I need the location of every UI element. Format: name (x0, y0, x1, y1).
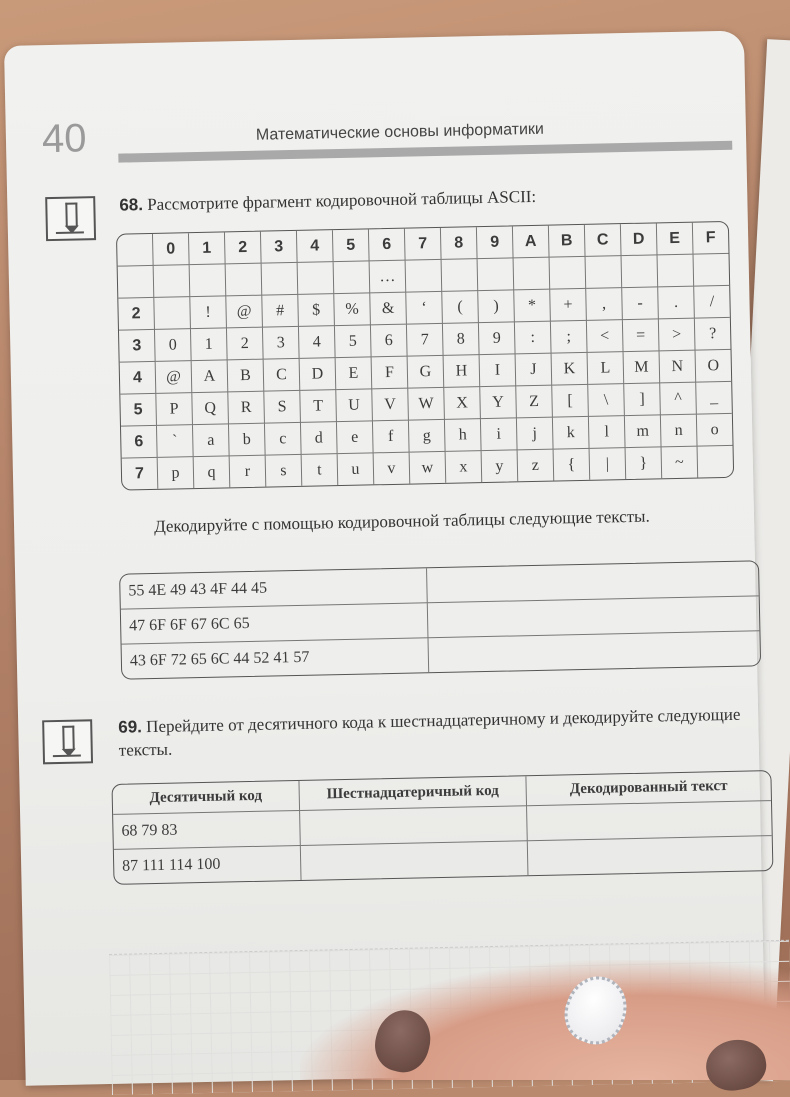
ascii-cell: P (156, 393, 193, 426)
ascii-cell (658, 255, 695, 288)
ascii-cell (190, 264, 227, 297)
ascii-cell: : (515, 322, 552, 355)
ascii-cell: e (337, 421, 374, 454)
ascii-cell: m (625, 415, 662, 448)
ascii-column-header: 0 (153, 233, 190, 266)
ascii-cell: ( (442, 291, 479, 324)
ascii-cell (622, 255, 659, 288)
ascii-cell: [ (552, 385, 589, 418)
ascii-cell: w (410, 452, 447, 484)
ascii-cell (334, 261, 371, 294)
column-header-decimal: Десятичный код (112, 781, 300, 815)
ascii-column-header: 8 (441, 227, 478, 260)
decoded-answer-cell[interactable] (528, 836, 773, 875)
ascii-cell: Z (516, 386, 553, 419)
ascii-cell: O (696, 350, 732, 383)
ascii-cell: * (514, 290, 551, 323)
ascii-cell (698, 446, 734, 478)
pencil-task-icon (42, 719, 93, 764)
ascii-column-header: 2 (225, 232, 262, 265)
header-rule (118, 141, 732, 163)
ascii-cell: W (408, 388, 445, 421)
ascii-cell: g (409, 420, 446, 453)
ascii-cell: } (626, 447, 663, 479)
ascii-cell: l (589, 416, 626, 449)
ascii-cell: A (192, 360, 229, 393)
ascii-cell: $ (298, 294, 335, 327)
ascii-cell: 0 (155, 329, 192, 362)
ascii-row-header: 5 (120, 394, 157, 427)
ascii-cell: t (302, 454, 339, 486)
ascii-column-header: 6 (369, 229, 406, 262)
ascii-cell: j (517, 418, 554, 451)
decimal-code-cell: 87 111 114 100 (114, 846, 302, 884)
ascii-cell: + (550, 289, 587, 322)
ascii-cell: ; (551, 321, 588, 354)
ascii-table (116, 221, 734, 491)
column-header-decoded: Декодированный текст (526, 771, 771, 806)
ascii-cell (298, 262, 335, 295)
hex-code-cell: 47 6F 6F 67 6C 65 (121, 603, 429, 644)
ascii-row-header: 7 (122, 458, 159, 490)
ascii-cell: K (552, 353, 589, 386)
decode-table-68 (119, 560, 761, 679)
ascii-cell: M (624, 351, 661, 384)
ascii-cell: V (372, 389, 409, 422)
ascii-column-header: F (693, 222, 729, 255)
ascii-cell: 9 (479, 322, 516, 355)
ascii-cell (226, 264, 263, 297)
page-number: 40 (41, 116, 87, 162)
task-68-instruction: Декодируйте с помощью кодировочной таблицы следующие тексты. (153, 506, 650, 536)
ascii-cell: @ (226, 296, 263, 329)
ascii-cell: G (408, 356, 445, 389)
ascii-cell: ? (695, 318, 731, 351)
ascii-cell: 1 (191, 328, 228, 361)
ascii-cell: p (158, 457, 195, 489)
ascii-cell: < (587, 320, 624, 353)
ascii-cell: / (694, 286, 730, 319)
ascii-column-header (117, 234, 154, 267)
ascii-cell: C (264, 359, 301, 392)
ascii-cell: = (623, 319, 660, 352)
task-68-prompt (119, 185, 536, 217)
ascii-cell: 2 (227, 328, 264, 361)
ascii-cell: & (370, 293, 407, 326)
ascii-cell: ~ (662, 447, 699, 479)
ascii-cell: q (194, 456, 231, 488)
ascii-cell: b (229, 424, 266, 457)
ascii-column-header: A (513, 226, 550, 259)
hex-code-cell: 43 6F 72 65 6C 44 52 41 57 (122, 638, 430, 678)
ascii-cell: N (660, 351, 697, 384)
ascii-cell: { (554, 449, 591, 481)
ascii-cell: ‘ (406, 292, 443, 325)
ascii-cell: 5 (335, 325, 372, 358)
ascii-cell: ! (190, 296, 227, 329)
ascii-cell: _ (696, 382, 732, 415)
decimal-code-cell: 68 79 83 (113, 811, 301, 850)
ascii-cell: , (586, 288, 623, 321)
ascii-cell: @ (156, 361, 193, 394)
ascii-column-header: 9 (477, 226, 514, 259)
ascii-row-header: 2 (118, 298, 155, 331)
ascii-cell: 8 (443, 323, 480, 356)
ascii-cell: ` (157, 425, 194, 458)
ascii-cell (694, 254, 730, 287)
task-68-text: Рассмотрите фрагмент кодировочной таблицы ASCII: (147, 186, 537, 215)
ascii-cell (154, 265, 191, 298)
task-69-prompt (118, 702, 759, 761)
ascii-cell: ) (478, 290, 515, 323)
ascii-cell: T (300, 390, 337, 423)
ascii-column-header: 1 (189, 232, 226, 265)
ascii-cell: R (228, 392, 265, 425)
ascii-cell: L (588, 352, 625, 385)
ascii-cell: h (445, 419, 482, 452)
ascii-cell: r (230, 456, 267, 488)
ascii-cell: J (516, 354, 553, 387)
ascii-cell: X (444, 387, 481, 420)
hex-answer-cell[interactable] (301, 841, 529, 880)
ascii-cell: v (374, 453, 411, 485)
ascii-cell: d (301, 422, 338, 455)
ascii-cell: I (480, 354, 517, 387)
ascii-cell: | (590, 448, 627, 480)
ascii-cell: E (336, 357, 373, 390)
ascii-cell: D (300, 358, 337, 391)
ascii-cell: . (658, 287, 695, 320)
task-69-table (111, 770, 773, 885)
ascii-cell: c (265, 423, 302, 456)
ascii-cell: y (482, 450, 519, 482)
ascii-cell: z (518, 450, 555, 482)
ascii-cell: \ (588, 384, 625, 417)
ascii-cell: 3 (263, 327, 300, 360)
ascii-cell: Y (480, 386, 517, 419)
ascii-cell: ] (624, 383, 661, 416)
ascii-cell: F (372, 357, 409, 390)
ascii-row-header: 4 (120, 362, 157, 395)
ascii-cell (514, 258, 551, 291)
ascii-cell (406, 260, 443, 293)
ascii-cell (442, 259, 479, 292)
task-69-text: Перейдите от десятичного кода к шестнадцатеричному и декодируйте следующие тексты. (118, 704, 741, 760)
ascii-cell: i (481, 418, 518, 451)
ascii-cell: k (553, 417, 590, 450)
ascii-cell: Q (192, 392, 229, 425)
ascii-cell: ^ (660, 383, 697, 416)
ascii-cell: x (446, 451, 483, 483)
ascii-cell: s (266, 455, 303, 487)
ascii-column-header: 3 (261, 231, 298, 264)
workbook-page (4, 31, 766, 1086)
ascii-cell: … (370, 261, 407, 294)
ascii-cell: a (193, 424, 230, 457)
ascii-cell: S (264, 391, 301, 424)
ascii-column-header: B (549, 225, 586, 258)
ascii-cell: > (659, 319, 696, 352)
ascii-column-header: 5 (333, 229, 370, 262)
ascii-cell (586, 256, 623, 289)
ascii-column-header: D (621, 223, 658, 256)
ascii-cell (550, 257, 587, 290)
ascii-cell: u (338, 453, 375, 485)
ascii-cell: B (228, 360, 265, 393)
ascii-cell: U (336, 389, 373, 422)
ascii-cell: H (444, 355, 481, 388)
ascii-cell: n (661, 415, 698, 448)
ascii-column-header: 7 (405, 228, 442, 261)
ascii-cell: 7 (407, 324, 444, 357)
pencil-task-icon (45, 196, 96, 241)
ascii-column-header: 4 (297, 230, 334, 263)
column-header-hex: Шестнадцатеричный код (299, 776, 527, 811)
task-68-number: 68. (119, 195, 144, 215)
decoded-answer-cell[interactable] (527, 801, 772, 841)
ascii-row-header: 3 (119, 330, 156, 363)
ascii-row-header: 6 (121, 426, 158, 459)
ascii-cell (262, 263, 299, 296)
ascii-cell (478, 258, 515, 291)
ascii-cell (154, 297, 191, 330)
ascii-cell: 4 (299, 326, 336, 359)
ascii-cell: % (334, 293, 371, 326)
answer-cell[interactable] (428, 631, 760, 672)
ascii-cell: - (622, 287, 659, 320)
ascii-cell: # (262, 295, 299, 328)
ascii-column-header: E (657, 223, 694, 256)
ascii-column-header: C (585, 224, 622, 257)
section-title: Математические основы информатики (255, 120, 545, 144)
task-69-number: 69. (118, 717, 143, 737)
ascii-row-header (118, 266, 155, 299)
hex-code-cell: 55 4E 49 43 4F 44 45 (120, 568, 428, 609)
hex-answer-cell[interactable] (300, 806, 528, 846)
ascii-cell: 6 (371, 325, 408, 358)
ascii-cell: f (373, 421, 410, 454)
ascii-cell: o (697, 414, 733, 447)
